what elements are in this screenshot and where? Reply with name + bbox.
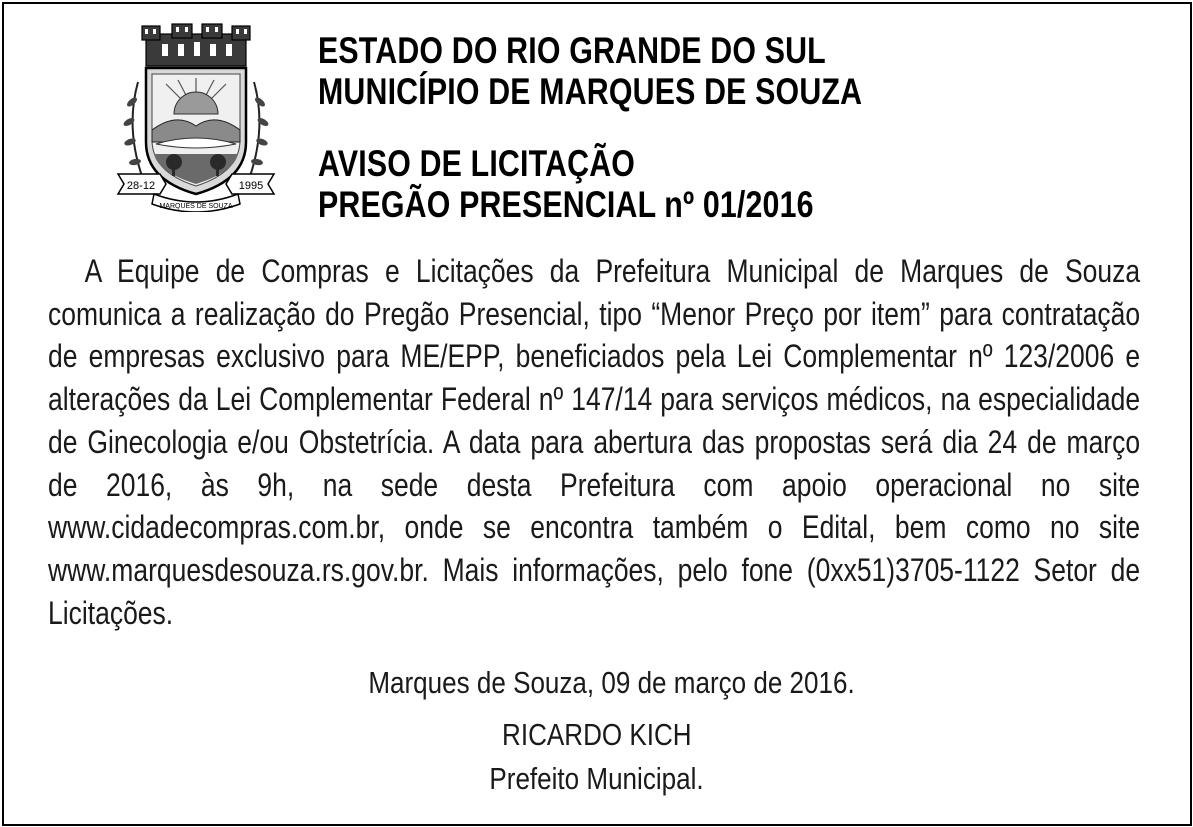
crest-left-date: 28-12	[126, 180, 156, 192]
signer-name	[0, 717, 1193, 753]
notice-paragraph: A Equipe de Compras e Licitações da Prefeitura Municipal de Marques de Souza comunica a realização do Pregão Presencial, tipo “Menor Preço por item” para contratação de empresas exclusivo para ME/EPP, beneficiados pela Lei Complementar nº 123/2006 e alterações da Lei Complementar Federal nº 147/14 para serviços médicos, na especialidade de Ginecologia e/ou Obstetrícia. A data para abertura das propostas será dia 24 de março de 2016, às 9h, na sede desta Prefeitura com apoio operacional no site www.cidadecompras.com.br, onde se encontra também o Edital, bem como no site www.marquesdesouza.rs.gov.br. Mais informações, pelo fone (0xx51)3705-1122 Setor de Licitações.	[48, 253, 1141, 631]
auction-title: PREGÃO PRESENCIAL nº 01/2016	[318, 184, 814, 225]
municipal-coat-of-arms-icon	[116, 22, 276, 212]
municipality-title: MUNICÍPIO DE MARQUES DE SOUZA	[318, 71, 863, 112]
place-date	[15, 665, 1193, 701]
state-title: ESTADO DO RIO GRANDE DO SUL	[318, 30, 826, 71]
signer-role	[0, 761, 1193, 797]
place-date-text: Marques de Souza, 09 de março de 2016.	[368, 665, 855, 700]
notice-body	[48, 250, 1140, 634]
notice-header	[318, 30, 862, 225]
crest-ribbon-text: MARQUES DE SOUZA	[159, 203, 233, 210]
signer-role-text: Prefeito Municipal.	[489, 761, 704, 796]
coat-of-arms	[116, 22, 276, 212]
signer-name-text: RICARDO KICH	[501, 717, 692, 752]
crest-right-date: 1995	[238, 180, 264, 192]
notice-title: AVISO DE LICITAÇÃO	[318, 143, 636, 184]
